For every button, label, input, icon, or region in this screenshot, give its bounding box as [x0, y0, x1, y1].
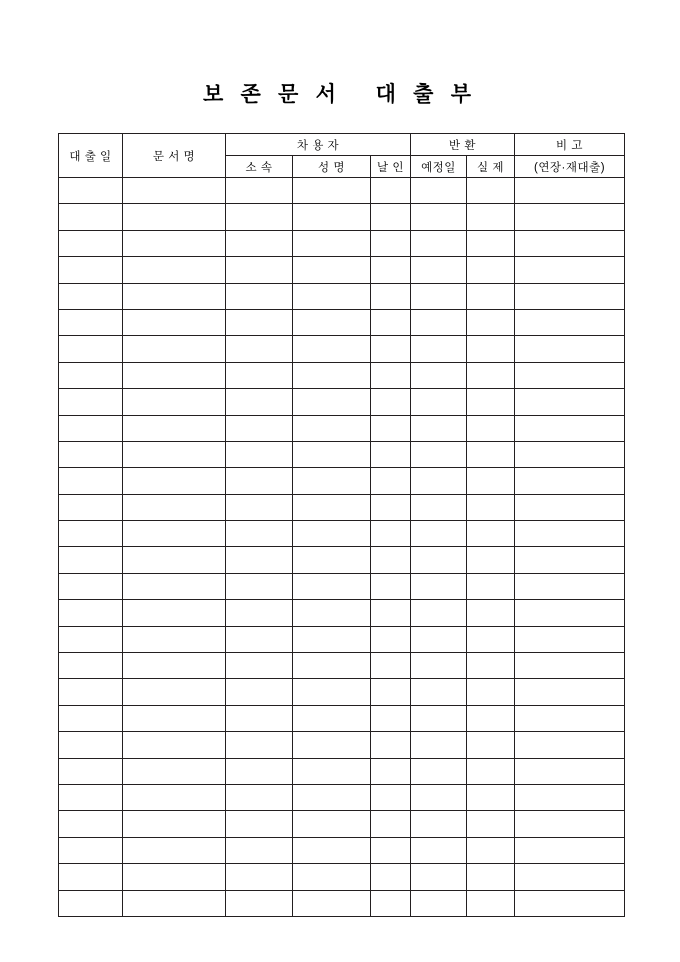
table-cell[interactable] — [411, 653, 467, 679]
table-cell[interactable] — [123, 415, 226, 441]
table-cell[interactable] — [371, 732, 411, 758]
table-cell[interactable] — [123, 468, 226, 494]
table-cell[interactable] — [59, 547, 123, 573]
table-cell[interactable] — [515, 758, 625, 784]
table-cell[interactable] — [226, 309, 293, 335]
table-cell[interactable] — [515, 257, 625, 283]
table-cell[interactable] — [59, 890, 123, 916]
table-cell[interactable] — [467, 705, 515, 731]
table-cell[interactable] — [371, 336, 411, 362]
table-cell[interactable] — [467, 362, 515, 388]
table-cell[interactable] — [411, 890, 467, 916]
table-cell[interactable] — [411, 521, 467, 547]
table-cell[interactable] — [371, 600, 411, 626]
table-cell[interactable] — [515, 230, 625, 256]
table-cell[interactable] — [293, 758, 371, 784]
table-cell[interactable] — [226, 362, 293, 388]
table-cell[interactable] — [371, 389, 411, 415]
table-cell[interactable] — [411, 784, 467, 810]
table-cell[interactable] — [371, 415, 411, 441]
table-cell[interactable] — [293, 494, 371, 520]
table-cell[interactable] — [515, 705, 625, 731]
table-row[interactable] — [59, 600, 625, 626]
table-cell[interactable] — [226, 494, 293, 520]
table-row[interactable] — [59, 732, 625, 758]
table-cell[interactable] — [293, 653, 371, 679]
table-cell[interactable] — [467, 811, 515, 837]
table-cell[interactable] — [411, 257, 467, 283]
table-cell[interactable] — [293, 204, 371, 230]
table-cell[interactable] — [515, 864, 625, 890]
table-cell[interactable] — [467, 573, 515, 599]
column-header-borrower-group: 차 용 자 — [226, 134, 411, 156]
page-title: 보 존 문 서 대 출 부 — [202, 82, 477, 106]
table-row[interactable] — [59, 811, 625, 837]
table-cell[interactable] — [467, 468, 515, 494]
table-cell[interactable] — [293, 309, 371, 335]
table-cell[interactable] — [123, 653, 226, 679]
table-cell[interactable] — [411, 758, 467, 784]
table-cell[interactable] — [293, 784, 371, 810]
table-row[interactable] — [59, 653, 625, 679]
table-cell[interactable] — [226, 178, 293, 204]
table-cell[interactable] — [293, 336, 371, 362]
table-cell[interactable] — [515, 600, 625, 626]
table-cell[interactable] — [293, 468, 371, 494]
table-header — [59, 134, 625, 178]
table-cell[interactable] — [411, 468, 467, 494]
table-cell[interactable] — [123, 230, 226, 256]
table-cell[interactable] — [411, 415, 467, 441]
table-cell[interactable] — [371, 547, 411, 573]
table-row[interactable] — [59, 389, 625, 415]
table-row[interactable] — [59, 758, 625, 784]
table-cell[interactable] — [293, 573, 371, 599]
table-cell[interactable] — [467, 204, 515, 230]
table-cell[interactable] — [515, 890, 625, 916]
table-cell[interactable] — [226, 547, 293, 573]
table-row[interactable] — [59, 890, 625, 916]
table-cell[interactable] — [59, 521, 123, 547]
table-cell[interactable] — [226, 758, 293, 784]
table-cell[interactable] — [293, 732, 371, 758]
table-cell[interactable] — [411, 573, 467, 599]
table-cell[interactable] — [467, 336, 515, 362]
table-cell[interactable] — [467, 600, 515, 626]
table-cell[interactable] — [371, 890, 411, 916]
table-cell[interactable] — [411, 441, 467, 467]
table-cell[interactable] — [59, 758, 123, 784]
table-cell[interactable] — [293, 389, 371, 415]
table-cell[interactable] — [293, 864, 371, 890]
table-cell[interactable] — [123, 758, 226, 784]
table-cell[interactable] — [123, 389, 226, 415]
table-header-row-1 — [59, 134, 625, 156]
table-cell[interactable] — [123, 732, 226, 758]
table-row[interactable] — [59, 336, 625, 362]
table-cell[interactable] — [371, 257, 411, 283]
table-cell[interactable] — [226, 837, 293, 863]
table-row[interactable] — [59, 626, 625, 652]
table-cell[interactable] — [293, 811, 371, 837]
table-cell[interactable] — [371, 468, 411, 494]
table-cell[interactable] — [371, 283, 411, 309]
table-row[interactable] — [59, 521, 625, 547]
table-cell[interactable] — [59, 837, 123, 863]
table-cell[interactable] — [411, 336, 467, 362]
table-cell[interactable] — [515, 389, 625, 415]
table-cell[interactable] — [123, 679, 226, 705]
table-cell[interactable] — [226, 573, 293, 599]
table-cell[interactable] — [226, 415, 293, 441]
table-cell[interactable] — [59, 573, 123, 599]
table-cell[interactable] — [467, 626, 515, 652]
table-cell[interactable] — [123, 784, 226, 810]
table-cell[interactable] — [467, 653, 515, 679]
table-row[interactable] — [59, 204, 625, 230]
table-cell[interactable] — [293, 415, 371, 441]
table-cell[interactable] — [467, 178, 515, 204]
table-cell[interactable] — [226, 441, 293, 467]
table-cell[interactable] — [226, 257, 293, 283]
table-cell[interactable] — [293, 679, 371, 705]
table-row[interactable] — [59, 230, 625, 256]
table-cell[interactable] — [467, 679, 515, 705]
table-cell[interactable] — [467, 230, 515, 256]
table-cell[interactable] — [467, 784, 515, 810]
table-cell[interactable] — [123, 837, 226, 863]
table-cell[interactable] — [293, 178, 371, 204]
table-row[interactable] — [59, 257, 625, 283]
table-cell[interactable] — [226, 626, 293, 652]
table-cell[interactable] — [59, 336, 123, 362]
table-cell[interactable] — [59, 389, 123, 415]
table-cell[interactable] — [226, 230, 293, 256]
column-header-return-due: 예정일 — [411, 156, 467, 178]
table-cell[interactable] — [515, 283, 625, 309]
table-cell[interactable] — [226, 204, 293, 230]
column-header-borrower-seal: 날 인 — [371, 156, 411, 178]
table-cell[interactable] — [515, 204, 625, 230]
table-cell[interactable] — [515, 679, 625, 705]
table-row[interactable] — [59, 468, 625, 494]
table-cell[interactable] — [59, 178, 123, 204]
table-cell[interactable] — [226, 283, 293, 309]
table-cell[interactable] — [411, 732, 467, 758]
table-cell[interactable] — [123, 864, 226, 890]
table-cell[interactable] — [411, 283, 467, 309]
table-cell[interactable] — [293, 600, 371, 626]
table-cell[interactable] — [467, 837, 515, 863]
table-cell[interactable] — [123, 811, 226, 837]
table-cell[interactable] — [59, 705, 123, 731]
table-cell[interactable] — [467, 309, 515, 335]
table-cell[interactable] — [411, 679, 467, 705]
table-cell[interactable] — [411, 705, 467, 731]
table-cell[interactable] — [467, 494, 515, 520]
table-cell[interactable] — [467, 547, 515, 573]
table-cell[interactable] — [467, 521, 515, 547]
table-row[interactable] — [59, 441, 625, 467]
table-cell[interactable] — [123, 890, 226, 916]
table-body — [59, 178, 625, 917]
table-row[interactable] — [59, 784, 625, 810]
ledger-table-container — [58, 133, 624, 917]
table-cell[interactable] — [411, 600, 467, 626]
table-cell[interactable] — [59, 784, 123, 810]
table-cell[interactable] — [371, 811, 411, 837]
table-cell[interactable] — [411, 547, 467, 573]
table-cell[interactable] — [411, 811, 467, 837]
table-cell[interactable] — [515, 732, 625, 758]
table-cell[interactable] — [123, 257, 226, 283]
table-cell[interactable] — [59, 230, 123, 256]
table-cell[interactable] — [411, 864, 467, 890]
table-cell[interactable] — [226, 336, 293, 362]
table-cell[interactable] — [59, 283, 123, 309]
table-cell[interactable] — [123, 626, 226, 652]
column-header-remarks-sub: (연장·재대출) — [515, 156, 625, 178]
table-cell[interactable] — [371, 679, 411, 705]
table-cell[interactable] — [226, 679, 293, 705]
table-cell[interactable] — [293, 441, 371, 467]
table-cell[interactable] — [123, 600, 226, 626]
table-cell[interactable] — [515, 837, 625, 863]
column-header-remarks: 비 고 — [515, 134, 625, 156]
table-cell[interactable] — [123, 573, 226, 599]
table-cell[interactable] — [226, 732, 293, 758]
table-cell[interactable] — [411, 230, 467, 256]
table-cell[interactable] — [515, 784, 625, 810]
table-cell[interactable] — [59, 653, 123, 679]
table-cell[interactable] — [371, 521, 411, 547]
table-cell[interactable] — [371, 309, 411, 335]
table-cell[interactable] — [59, 204, 123, 230]
column-header-loan-date: 대 출 일 — [59, 134, 123, 178]
table-cell[interactable] — [515, 441, 625, 467]
table-cell[interactable] — [467, 441, 515, 467]
table-cell[interactable] — [59, 468, 123, 494]
table-cell[interactable] — [515, 811, 625, 837]
table-cell[interactable] — [293, 230, 371, 256]
table-cell[interactable] — [293, 521, 371, 547]
table-cell[interactable] — [226, 389, 293, 415]
table-row[interactable] — [59, 283, 625, 309]
column-header-document-name: 문 서 명 — [123, 134, 226, 178]
table-cell[interactable] — [293, 626, 371, 652]
table-cell[interactable] — [293, 257, 371, 283]
table-row[interactable] — [59, 679, 625, 705]
table-row[interactable] — [59, 415, 625, 441]
table-cell[interactable] — [123, 521, 226, 547]
table-cell[interactable] — [515, 494, 625, 520]
column-header-return-actual: 실 제 — [467, 156, 515, 178]
table-cell[interactable] — [293, 362, 371, 388]
table-cell[interactable] — [371, 653, 411, 679]
table-cell[interactable] — [467, 257, 515, 283]
table-cell[interactable] — [515, 336, 625, 362]
table-cell[interactable] — [226, 521, 293, 547]
table-cell[interactable] — [371, 758, 411, 784]
table-cell[interactable] — [515, 309, 625, 335]
table-cell[interactable] — [371, 204, 411, 230]
table-cell[interactable] — [515, 362, 625, 388]
table-row[interactable] — [59, 573, 625, 599]
table-row[interactable] — [59, 864, 625, 890]
table-cell[interactable] — [226, 600, 293, 626]
table-cell[interactable] — [371, 705, 411, 731]
table-cell[interactable] — [371, 573, 411, 599]
table-cell[interactable] — [371, 864, 411, 890]
table-cell[interactable] — [123, 362, 226, 388]
table-cell[interactable] — [123, 547, 226, 573]
table-cell[interactable] — [59, 257, 123, 283]
document-loan-ledger-table — [58, 133, 625, 917]
table-cell[interactable] — [515, 547, 625, 573]
table-cell[interactable] — [293, 837, 371, 863]
table-cell[interactable] — [123, 336, 226, 362]
table-cell[interactable] — [123, 441, 226, 467]
table-cell[interactable] — [515, 573, 625, 599]
table-cell[interactable] — [371, 626, 411, 652]
table-cell[interactable] — [411, 837, 467, 863]
table-cell[interactable] — [59, 600, 123, 626]
table-cell[interactable] — [411, 494, 467, 520]
table-row[interactable] — [59, 705, 625, 731]
table-cell[interactable] — [226, 468, 293, 494]
table-cell[interactable] — [59, 362, 123, 388]
table-cell[interactable] — [371, 784, 411, 810]
table-cell[interactable] — [59, 626, 123, 652]
table-cell[interactable] — [515, 653, 625, 679]
table-cell[interactable] — [226, 811, 293, 837]
table-cell[interactable] — [467, 415, 515, 441]
table-cell[interactable] — [515, 468, 625, 494]
table-cell[interactable] — [293, 890, 371, 916]
table-cell[interactable] — [371, 178, 411, 204]
column-header-borrower-dept: 소 속 — [226, 156, 293, 178]
table-cell[interactable] — [411, 362, 467, 388]
table-cell[interactable] — [226, 705, 293, 731]
table-cell[interactable] — [371, 837, 411, 863]
table-cell[interactable] — [467, 389, 515, 415]
table-cell[interactable] — [371, 362, 411, 388]
table-cell[interactable] — [59, 441, 123, 467]
table-cell[interactable] — [371, 441, 411, 467]
table-cell[interactable] — [411, 309, 467, 335]
table-cell[interactable] — [467, 283, 515, 309]
table-cell[interactable] — [226, 653, 293, 679]
table-cell[interactable] — [515, 415, 625, 441]
table-cell[interactable] — [515, 521, 625, 547]
table-cell[interactable] — [515, 626, 625, 652]
table-cell[interactable] — [293, 547, 371, 573]
table-cell[interactable] — [226, 784, 293, 810]
table-cell[interactable] — [59, 864, 123, 890]
column-header-borrower-name: 성 명 — [293, 156, 371, 178]
table-cell[interactable] — [467, 864, 515, 890]
table-row[interactable] — [59, 178, 625, 204]
table-cell[interactable] — [411, 389, 467, 415]
table-row[interactable] — [59, 362, 625, 388]
table-cell[interactable] — [123, 309, 226, 335]
table-row[interactable] — [59, 837, 625, 863]
table-cell[interactable] — [411, 204, 467, 230]
table-cell[interactable] — [123, 178, 226, 204]
table-cell[interactable] — [123, 283, 226, 309]
table-cell[interactable] — [467, 758, 515, 784]
table-cell[interactable] — [293, 283, 371, 309]
table-cell[interactable] — [467, 732, 515, 758]
table-cell[interactable] — [59, 415, 123, 441]
table-cell[interactable] — [226, 890, 293, 916]
column-header-return-group: 반 환 — [411, 134, 515, 156]
table-cell[interactable] — [411, 178, 467, 204]
table-cell[interactable] — [226, 864, 293, 890]
table-cell[interactable] — [59, 679, 123, 705]
table-cell[interactable] — [293, 705, 371, 731]
table-cell[interactable] — [467, 890, 515, 916]
table-cell[interactable] — [123, 494, 226, 520]
table-cell[interactable] — [59, 309, 123, 335]
table-cell[interactable] — [123, 204, 226, 230]
table-cell[interactable] — [59, 732, 123, 758]
table-cell[interactable] — [515, 178, 625, 204]
table-cell[interactable] — [371, 494, 411, 520]
table-row[interactable] — [59, 494, 625, 520]
table-cell[interactable] — [411, 626, 467, 652]
table-row[interactable] — [59, 309, 625, 335]
table-cell[interactable] — [59, 494, 123, 520]
table-cell[interactable] — [123, 705, 226, 731]
table-row[interactable] — [59, 547, 625, 573]
table-cell[interactable] — [59, 811, 123, 837]
table-cell[interactable] — [371, 230, 411, 256]
